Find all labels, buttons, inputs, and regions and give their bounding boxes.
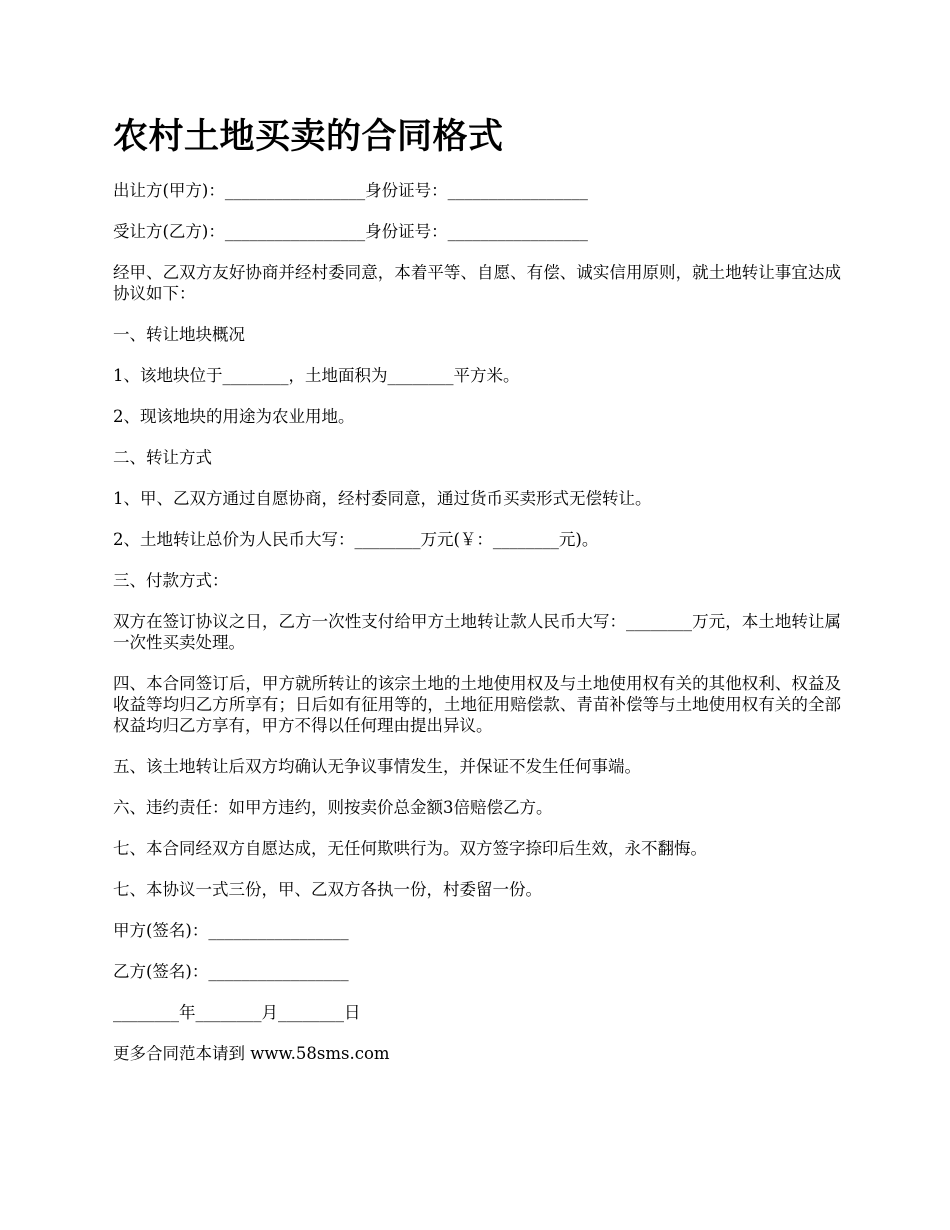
clause-5: 五、该土地转让后双方均确认无争议事情发生，并保证不发生任何事端。 (113, 757, 641, 776)
footer-link-text: 更多合同范本请到 www.58sms.com (113, 1044, 390, 1063)
clause-1-2: 2、现该地块的用途为农业用地。 (113, 407, 355, 426)
clause-2-1: 1、甲、乙双方通过自愿协商，经村委同意，通过货币买卖形式无偿转让。 (113, 489, 652, 508)
clause-6: 六、违约责任：如甲方违约，则按卖价总金额3倍赔偿乙方。 (113, 798, 553, 817)
clause-1-1: 1、该地块位于________，土地面积为________平方米。 (113, 366, 520, 385)
document-page (113, 108, 841, 1084)
section-heading-2: 二、转让方式 (113, 448, 212, 467)
document-title: 农村土地买卖的合同格式 (113, 117, 504, 157)
section-heading-3: 三、付款方式： (113, 571, 229, 590)
date-line: ________年________月________日 (113, 1003, 361, 1022)
payment-paragraph: 双方在签订协议之日，乙方一次性支付给甲方土地转让款人民币大写：________万元，本土地转让属一次性买卖处理。 (113, 612, 841, 652)
section-heading-1: 一、转让地块概况 (113, 325, 245, 344)
clause-2-2: 2、土地转让总价为人民币大写：________万元(￥：________元)。 (113, 530, 599, 549)
clause-7-copies: 七、本协议一式三份，甲、乙双方各执一份，村委留一份。 (113, 880, 542, 899)
party-b-line: 受让方(乙方)：_________________身份证号：_________________ (113, 222, 588, 241)
intro-paragraph: 经甲、乙双方友好协商并经村委同意，本着平等、自愿、有偿、诚实信用原则，就土地转让事宜达成协议如下： (113, 263, 841, 303)
party-b-signature-line: 乙方(签名)：_________________ (113, 962, 349, 981)
party-a-line: 出让方(甲方)：_________________身份证号：_________________ (113, 181, 588, 200)
clause-4: 四、本合同签订后，甲方就所转让的该宗土地的土地使用权及与土地使用权有关的其他权利、权益及收益等均归乙方所享有；日后如有征用等的，土地征用赔偿款、青苗补偿等与土地使用权有关的全部权益均归乙方享有，甲方不得以任何理由提出异议。 (113, 674, 841, 735)
clause-7: 七、本合同经双方自愿达成，无任何欺哄行为。双方签字捺印后生效，永不翻悔。 (113, 839, 707, 858)
party-a-signature-line: 甲方(签名)：_________________ (113, 921, 349, 940)
